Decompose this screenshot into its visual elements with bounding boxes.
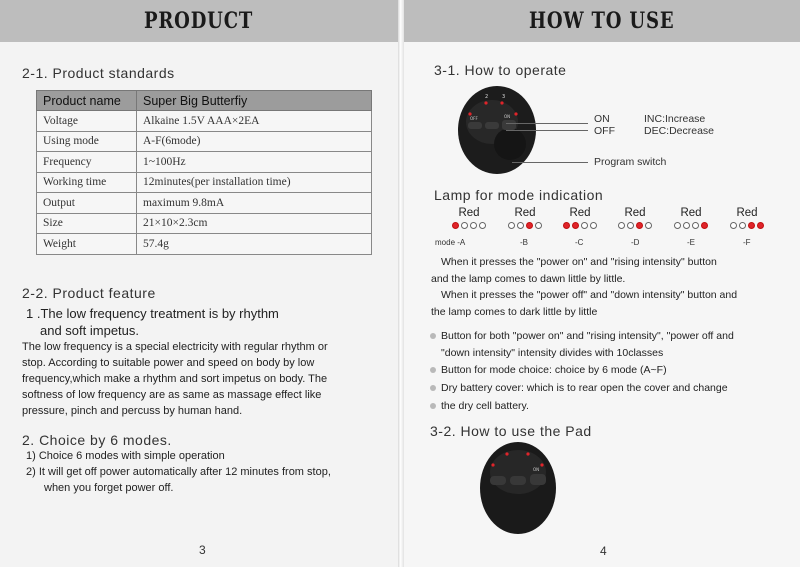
choice-list [26,448,331,496]
spec-key: Using mode [37,131,137,152]
pad-device-image [478,438,558,536]
callout-program: Program switch [594,156,667,168]
mode-label-f: -F [743,238,751,247]
lamp-red-label: Red [569,207,591,219]
lamp-red-label: Red [458,207,480,219]
lamp-dots [498,220,552,230]
callout-line-on [506,123,588,124]
lamp-title: Lamp for mode indication [434,187,604,203]
lamp-dots [442,220,496,230]
bullet-icon [430,333,436,339]
svg-text:ON: ON [533,467,540,472]
mode-label-c: -C [575,238,584,247]
spec-key: Working time [37,172,137,193]
mode-label-a: mode -A [435,238,466,247]
lamp-group-c [553,207,607,230]
device-on-label: ON [504,114,511,119]
bullet-continuation: "down intensity" intensity divides with 10classes [441,347,664,359]
spec-key: Size [37,213,137,234]
left-page [0,0,398,567]
lamp-group-b [498,207,552,230]
spec-value: maximum 9.8mA [137,193,372,214]
choice-line: 2) It will get off power automatically after 12 minutes from stop, [26,466,331,478]
callout-dec: DEC:Decrease [644,125,715,137]
choice-title: 2. Choice by 6 modes. [22,432,172,448]
feature-line-1: 1 .The low frequency treatment is by rhythm [26,306,279,321]
device-off-label: OFF [470,116,478,121]
feature-para-line: stop. According to suitable power and speed on body by low [22,357,315,369]
page-number-left: 3 [199,543,206,557]
bullet-text: Button for mode choice: choice by 6 mode (A~F) [441,364,667,376]
bullet-text: Dry battery cover: which is to rear open the cover and change [441,382,728,394]
bullet-icon [430,367,436,373]
spec-value: 57.4g [137,234,372,255]
svg-text:3: 3 [502,94,506,100]
right-page [404,0,800,567]
table-row [37,152,372,173]
table-row [37,172,372,193]
instruction-line: When it presses the "power on" and "rising intensity" button [441,256,717,268]
feature-paragraph [22,339,328,419]
instruction-line: the lamp comes to dark little by little [431,305,598,318]
lamp-group-f [720,207,774,230]
spec-value: A-F(6mode) [137,131,372,152]
pad-title: 3-2. How to use the Pad [430,423,592,439]
lamp-dots [664,220,718,230]
bullet-item [430,330,734,342]
product-standards-title: 2-1. Product standards [22,65,175,81]
spec-value: 1~100Hz [137,152,372,173]
spec-key: Weight [37,234,137,255]
instruction-line: When it presses the "power off" and "down intensity" button and [441,289,738,301]
lamp-red-label: Red [514,207,536,219]
lamp-dots [608,220,662,230]
lamp-red-label: Red [680,207,702,219]
spec-table-header [37,91,372,111]
product-feature-title: 2-2. Product feature [22,285,156,301]
spec-key: Frequency [37,152,137,173]
svg-text:2: 2 [485,94,489,100]
lamp-red-label: Red [736,207,758,219]
feature-para-line: frequency,which make a rhythm and sort impetus on body. The [22,373,328,385]
spec-header-value: Super Big Butterfiy [137,91,372,111]
left-header-band [0,0,398,42]
spec-value: 12minutes(per installation time) [137,172,372,193]
lamp-dots [720,220,774,230]
spec-value: 21×10×2.3cm [137,213,372,234]
choice-line: 1) Choice 6 modes with simple operation [26,450,225,462]
lamp-group-d [608,207,662,230]
mode-label-d: -D [631,238,640,247]
callout-line-off [506,130,588,131]
choice-line: when you forget power off. [44,482,174,494]
feature-para-line: The low frequency is a special electricity with regular rhythm or [22,341,328,353]
feature-line-2: and soft impetus. [40,323,139,338]
bullet-icon [430,403,436,409]
mode-label-e: -E [687,238,695,247]
right-header-title: HOW TO USE [529,8,675,34]
feature-para-line: pressure, pinch and percuss by human hand. [22,405,243,417]
callout-line-program [512,162,588,163]
how-to-operate-title: 3-1. How to operate [434,62,567,78]
feature-para-line: softness of low frequency are as same as massage effect like [22,389,322,401]
bullet-text: Button for both "power on" and "rising intensity", "power off and [441,330,734,342]
instruction-line: and the lamp comes to dawn little by little. [431,272,626,285]
callout-on: ON [594,113,610,125]
instructions [431,254,737,320]
table-row [37,234,372,255]
callout-inc: INC:Increase [644,113,706,125]
mode-label-b: -B [520,238,528,247]
lamp-red-label: Red [624,207,646,219]
spec-value: Alkaine 1.5V AAA×2EA [137,111,372,132]
lamp-group-a [442,207,496,230]
bullet-icon [430,385,436,391]
right-header-band [404,0,800,42]
spec-key: Voltage [37,111,137,132]
bullet-text: the dry cell battery. [441,400,529,412]
bullet-item [430,400,529,412]
page-number-right: 4 [600,544,607,558]
lamp-group-e [664,207,718,230]
table-row [37,193,372,214]
spec-key: Output [37,193,137,214]
table-row [37,213,372,234]
lamp-dots [553,220,607,230]
table-row [37,111,372,132]
table-row [37,131,372,152]
spec-table [36,90,372,255]
left-header-title: PRODUCT [144,8,254,34]
bullet-item [430,364,667,376]
callout-off: OFF [594,125,615,137]
bullet-item [430,382,728,394]
spec-header-key: Product name [37,91,137,111]
